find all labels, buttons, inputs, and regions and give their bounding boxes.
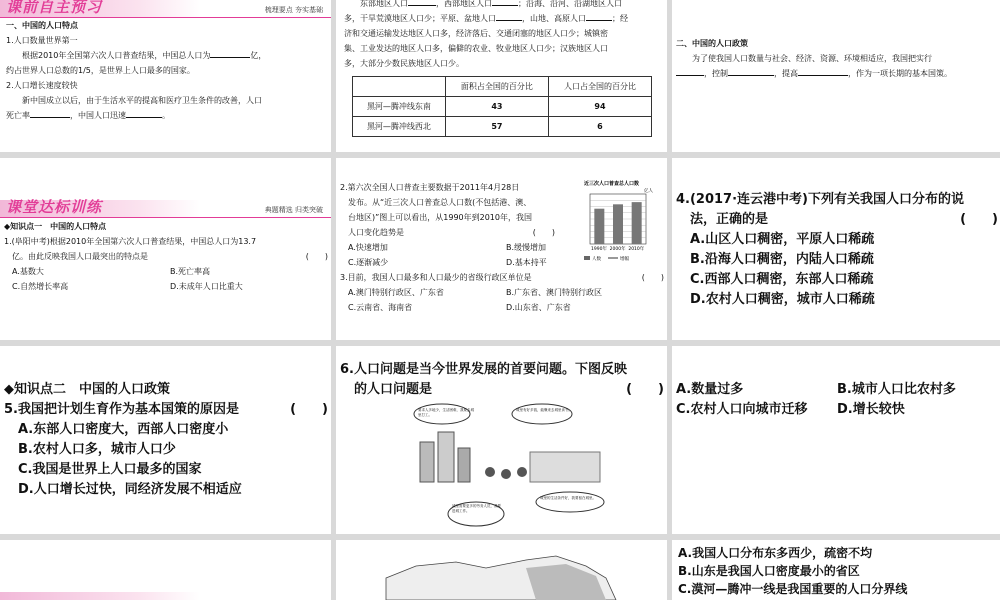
option-c[interactable]: C.农村人口向城市迁移 — [676, 402, 808, 417]
option-a[interactable]: A.基数大 — [12, 267, 44, 276]
population-table — [352, 76, 652, 137]
option-b[interactable]: B.死亡率高 — [170, 267, 211, 276]
knowledge-point: ◆知识点二 中国的人口政策 — [4, 382, 170, 397]
text: 济和交通运输发达地区人口多，经济落后、交通闭塞的地区人口少；城镇密 — [344, 29, 608, 38]
question-text: 4.(2017·连云港中考)下列有关我国人口分布的说 — [676, 192, 964, 207]
option-d[interactable]: D.山东省、广东省 — [506, 303, 571, 312]
table-row — [353, 117, 652, 137]
answer-bracket[interactable]: ( ) — [290, 402, 328, 417]
option-d[interactable]: D.农村人口稠密，城市人口稀疏 — [690, 292, 875, 307]
option-a[interactable]: A.快速增加 — [348, 243, 388, 252]
panel-bottom-map — [336, 540, 667, 600]
fill-blank[interactable] — [496, 11, 522, 21]
table-header: 人口占全国的百分比 — [548, 77, 651, 97]
question-text: 3.目前，我国人口最多和人口最少的省级行政区单位是 — [340, 273, 532, 282]
speech-bubble — [536, 492, 604, 512]
knowledge-point: ◆知识点一 中国的人口特点 — [4, 222, 107, 231]
panel-exercise-5 — [336, 346, 667, 534]
fill-blank[interactable] — [798, 66, 848, 76]
legend-swatch — [584, 256, 590, 260]
question-text: 亿。由此反映我国人口最突出的特点是 — [12, 252, 148, 261]
legend-label: 增幅 — [620, 257, 629, 262]
divider — [0, 217, 331, 218]
bubble-text: 城里的生活条件好，我要留在城里。 — [540, 496, 596, 500]
banner-subtitle: 梳理要点 夯实基础 — [264, 6, 323, 14]
dense-region — [526, 564, 606, 600]
option-a[interactable]: A.我国人口分布东多西少，疏密不均 — [678, 546, 873, 560]
answer-bracket[interactable]: ( ) — [641, 273, 664, 282]
option-b[interactable]: B.缓慢增加 — [506, 243, 547, 252]
table-row — [353, 97, 652, 117]
panel-preview — [0, 0, 331, 152]
fill-blank[interactable] — [30, 108, 70, 118]
panel-bottom-options — [672, 540, 1000, 600]
building — [420, 442, 434, 482]
answer-bracket[interactable]: ( ) — [626, 382, 664, 397]
item-text: 新中国成立以后，由于生活水平的提高和医疗卫生条件的改善，人口 — [22, 96, 262, 105]
option-c[interactable]: C.漠河—腾冲一线是我国重要的人口分界线 — [678, 582, 908, 596]
option-c[interactable]: C.我国是世界上人口最多的国家 — [18, 462, 202, 477]
text: ，控制 — [704, 69, 728, 78]
person-figure — [501, 469, 511, 479]
table-cell: 57 — [445, 117, 548, 137]
option-d[interactable]: D.人口增长过快，同经济发展不相适应 — [18, 482, 242, 497]
option-d[interactable]: D.增长较快 — [837, 402, 905, 417]
question-text: 5.我国把计划生育作为基本国策的原因是 — [4, 402, 239, 417]
table-header — [353, 77, 446, 97]
question-text: 台地区)”图上可以看出，从1990年到2010年，我国 — [348, 213, 532, 222]
item-heading: 1.人口数量世界第一 — [6, 36, 78, 45]
section-banner — [0, 592, 200, 600]
building — [438, 432, 454, 482]
tick-label: 2010年 — [628, 247, 645, 252]
table-cell: 黑河—腾冲线西北 — [353, 117, 446, 137]
question-text: 人口变化趋势是 — [348, 228, 404, 237]
option-b[interactable]: B.沿海人口稠密，内陆人口稀疏 — [690, 252, 874, 267]
fill-blank[interactable] — [728, 66, 774, 76]
table-header-row — [353, 77, 652, 97]
text: 多，大部分少数民族地区人口少。 — [344, 59, 464, 68]
section-heading: 一、中国的人口特点 — [6, 21, 78, 30]
item-heading: 2.人口增长速度较快 — [6, 81, 78, 90]
item-text: 。 — [162, 111, 170, 120]
option-c[interactable]: C.西部人口稠密，东部人口稀疏 — [690, 272, 874, 287]
text: ，提高 — [774, 69, 798, 78]
item-text: 死亡率 — [6, 111, 30, 120]
item-text: ，中国人口迅速 — [70, 111, 126, 120]
countryside — [530, 452, 600, 482]
banner-subtitle: 典题精选 归类突破 — [264, 206, 323, 214]
text: ；经 — [612, 14, 628, 23]
option-d[interactable]: D.未成年人口比重大 — [170, 282, 243, 291]
panel-exercise-3 — [672, 158, 1000, 340]
migration-cartoon — [410, 402, 610, 530]
text: 为了使我国人口数量与社会、经济、资源、环境相适应，我国把实行 — [692, 54, 932, 63]
option-a[interactable]: A.东部人口密度大，西部人口密度小 — [18, 422, 229, 437]
option-a[interactable]: A.山区人口稠密，平原人口稀疏 — [690, 232, 875, 247]
banner-title: 课前自主预习 — [6, 0, 103, 16]
fill-blank[interactable] — [126, 108, 162, 118]
table-cell: 6 — [548, 117, 651, 137]
panel-bottom-left — [0, 540, 331, 600]
fill-blank[interactable] — [676, 66, 704, 76]
population-bar-chart — [580, 178, 662, 264]
chart-bar — [613, 204, 623, 244]
banner-title: 课堂达标训练 — [6, 198, 103, 216]
person-figure — [517, 467, 527, 477]
bubble-text: 城里有好多钱，能赚来去城里读书。 — [516, 408, 572, 412]
option-b[interactable]: B.城市人口比农村多 — [837, 382, 956, 397]
question-text: 的人口问题是 — [354, 382, 433, 397]
panel-distribution — [336, 0, 667, 152]
table-cell: 黑河—腾冲线东南 — [353, 97, 446, 117]
option-d[interactable]: D.基本持平 — [506, 258, 547, 267]
table-cell: 94 — [548, 97, 651, 117]
option-c[interactable]: C.逐渐减少 — [348, 258, 389, 267]
chart-title: 近三次人口普查总人口数 — [584, 181, 640, 187]
table-cell: 43 — [445, 97, 548, 117]
bubble-text: 要求人多地少，生活困难，我要去城里打工。 — [418, 408, 474, 417]
panel-exercise-4 — [0, 346, 331, 534]
panel-exercise-5-options — [672, 346, 1000, 534]
chart-bar — [632, 202, 642, 244]
text: ，西部地区人口 — [436, 0, 492, 8]
panel-exercise-1 — [0, 158, 331, 340]
fill-blank[interactable] — [586, 11, 612, 21]
tick-label: 1990年 — [591, 247, 607, 252]
option-a[interactable]: A.数量过多 — [676, 382, 744, 397]
option-c[interactable]: C.自然增长率高 — [12, 282, 69, 291]
fill-blank[interactable] — [492, 0, 518, 6]
legend-label: 人数 — [592, 257, 601, 262]
tick-label: 2000年 — [609, 247, 626, 252]
panel-exercise-2 — [336, 158, 667, 340]
question-text: 6.人口问题是当今世界发展的首要问题。下图反映 — [340, 362, 627, 377]
bubble-text: 城里需要更多的劳务人员，我要进城工作。 — [452, 504, 501, 513]
panel-policy — [672, 0, 1000, 152]
text: ，作为一项长期的基本国策。 — [848, 69, 952, 78]
text: 东部地区人口 — [360, 0, 408, 8]
text: ；沿海、沿河、沿湖地区人口 — [518, 0, 622, 8]
question-text: 法，正确的是 — [690, 212, 769, 227]
option-c[interactable]: C.云南省、海南省 — [348, 303, 413, 312]
answer-bracket[interactable]: ( ) — [960, 212, 998, 227]
table-header: 面积占全国的百分比 — [445, 77, 548, 97]
chart-unit: 亿人 — [644, 189, 653, 194]
option-a[interactable]: A.澳门特别行政区、广东省 — [348, 288, 444, 297]
fill-blank[interactable] — [408, 0, 436, 6]
answer-bracket[interactable]: ( ) — [305, 252, 328, 261]
chart-bar — [594, 209, 604, 244]
section-heading: 二、中国的人口政策 — [676, 39, 748, 48]
question-text: 1.(阜阳中考)根据2010年全国第六次人口普查结果，中国总人口为13.7 — [4, 237, 257, 246]
question-text: 2.第六次全国人口普查主要数据于2011年4月28日 — [340, 183, 520, 192]
text: ，山地、高原人口 — [522, 14, 586, 23]
question-text: 发布。从“近三次人口普查总人口数(不包括港、澳、 — [348, 198, 532, 207]
text: 集、工业发达的地区人口多，偏僻的农业、牧业地区人口少；汉族地区人口 — [344, 44, 608, 53]
option-b[interactable]: B.山东是我国人口密度最小的省区 — [678, 564, 860, 578]
building — [458, 448, 470, 482]
china-map — [376, 548, 636, 600]
item-text: 根据2010年全国第六次人口普查结果，中国总人口为 — [22, 51, 211, 60]
item-text: 亿， — [250, 51, 267, 60]
option-b[interactable]: B.农村人口多，城市人口少 — [18, 442, 176, 457]
speech-bubble — [512, 404, 572, 424]
person-figure — [485, 467, 495, 477]
text: 多，干旱荒漠地区人口少；平原、盆地人口 — [344, 14, 496, 23]
option-b[interactable]: B.广东省、澳门特别行政区 — [506, 288, 603, 297]
fill-blank[interactable] — [210, 48, 250, 58]
item-text: 约占世界人口总数的1/5，是世界上人口最多的国家。 — [6, 66, 195, 75]
answer-bracket[interactable]: ( ) — [532, 228, 555, 237]
